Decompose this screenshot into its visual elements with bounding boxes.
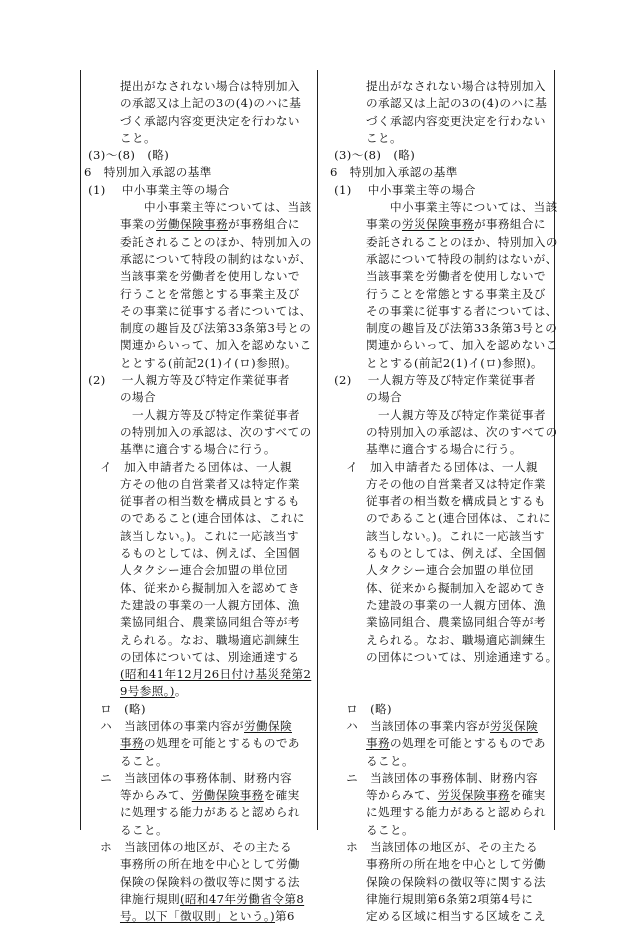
text-line: 6 特別加入承認の基準 bbox=[84, 165, 212, 180]
text-line: 事務所の所在地を中心として労働 bbox=[330, 857, 546, 872]
text-line: 制度の趣旨及び法第33条第3号との bbox=[84, 321, 312, 336]
text-line: 該当しない。)。これに一応該当す bbox=[330, 528, 546, 543]
text-line: 人タクシー連合会加盟の単位団 bbox=[330, 563, 534, 578]
text-line: 委託されることのほか、特別加入の bbox=[84, 234, 312, 249]
text-line: 保険の保険料の徴収等に関する法 bbox=[84, 874, 300, 889]
text-line: 保険の保険料の徴収等に関する法 bbox=[330, 874, 546, 889]
text-line: づく承認内容変更決定を行わない bbox=[330, 113, 546, 128]
text-line: の承認又は上記の3の(4)のハに基 bbox=[330, 96, 548, 111]
text-line: (3)～(8) (略) bbox=[84, 148, 170, 163]
underlined-revision: 9号参照。) bbox=[119, 684, 175, 699]
underlined-revision: (昭和41年12月26日付け基災発第2 bbox=[119, 667, 312, 682]
text-line: 人タクシー連合会加盟の単位団 bbox=[84, 563, 288, 578]
text-line: ること。 bbox=[330, 753, 414, 768]
text-line: ニ 当該団体の事務体制、財務内容 bbox=[84, 770, 292, 785]
text-line: 提出がなされない場合は特別加入 bbox=[84, 79, 300, 93]
text-line: (1) 中小事業主等の場合 bbox=[330, 182, 476, 197]
text-line: の承認又は上記の3の(4)のハに基 bbox=[84, 96, 302, 111]
text-line: 事務の処理を可能とするものであ bbox=[365, 736, 546, 751]
text-line: 事務の処理を可能とするものであ bbox=[119, 736, 300, 751]
text-line bbox=[84, 666, 314, 683]
text-line: 従事者の相当数を構成員とするも bbox=[330, 494, 546, 509]
underlined-revision: 労働保険事務 bbox=[155, 217, 228, 232]
text-line: (2) 一人親方等及び特定作業従事者 bbox=[330, 373, 536, 388]
left-border-line bbox=[80, 70, 81, 830]
text-line: のであること(連合団体は、これに bbox=[330, 511, 551, 526]
text-line: その事業に従事する者については、 bbox=[84, 303, 312, 318]
text-line: 定める区域に相当する区域をこえ bbox=[330, 909, 546, 924]
text-line: の団体については、別途通達する。 bbox=[330, 649, 558, 664]
text-line: 基準に適合する場合に行う。 bbox=[330, 442, 522, 457]
underlined-revision: 事務 bbox=[119, 736, 144, 751]
text-line: 6 特別加入承認の基準 bbox=[330, 165, 458, 180]
text-line: イ 加入申請者たる団体は、一人親 bbox=[330, 459, 538, 474]
text-line: 体、従来から擬制加入を認めてき bbox=[84, 580, 300, 595]
text-line: 承認について特段の制約はないが、 bbox=[84, 251, 312, 266]
text-line: 行うことを常態とする事業主及び bbox=[84, 286, 300, 301]
text-line: 方その他の自営業者又は特定作業 bbox=[330, 476, 546, 491]
text-line: こと。 bbox=[84, 130, 156, 145]
text-line: の特別加入の承認は、次のすべての bbox=[330, 424, 558, 439]
text-line: のであること(連合団体は、これに bbox=[84, 511, 305, 526]
text-line: 制度の趣旨及び法第33条第3号との bbox=[330, 321, 558, 336]
text-line: るものとしては、例えば、全国個 bbox=[330, 546, 546, 561]
text-line: た建設の事業の一人親方団体、漁 bbox=[330, 597, 546, 612]
underlined-revision: (昭和47年労働省令第8 bbox=[179, 891, 305, 906]
text-line: 当該事業を労働者を使用しないで bbox=[330, 269, 546, 284]
underlined-revision: 事務 bbox=[365, 736, 390, 751]
text-line: 関連からいって、加入を認めないこ bbox=[84, 338, 312, 353]
text-line: 従事者の相当数を構成員とするも bbox=[84, 494, 300, 509]
text-line: イ 加入申請者たる団体は、一人親 bbox=[84, 459, 292, 474]
text-line: づく承認内容変更決定を行わない bbox=[84, 113, 300, 128]
text-line: ること。 bbox=[84, 822, 168, 837]
underlined-revision: 労災保険事務 bbox=[437, 788, 510, 803]
text-line: 委託されることのほか、特別加入の bbox=[330, 234, 558, 249]
text-line: えられる。なお、職場適応訓練生 bbox=[84, 632, 300, 647]
text-line bbox=[330, 666, 560, 683]
text-line: 業協同組合、農業協同組合等が考 bbox=[330, 615, 546, 630]
text-line: 一人親方等及び特定作業従事者 bbox=[330, 407, 546, 422]
text-line: 事務所の所在地を中心として労働 bbox=[84, 857, 300, 872]
text-line: ニ 当該団体の事務体制、財務内容 bbox=[330, 770, 538, 785]
center-divider-line bbox=[317, 70, 318, 830]
text-line: ハ 当該団体の事業内容が労災保険 bbox=[330, 718, 538, 733]
text-line bbox=[330, 683, 560, 700]
text-line: ロ (略) bbox=[330, 701, 392, 716]
text-line: ととする(前記2(1)イ(ロ)参照)。 bbox=[84, 355, 298, 370]
text-line: に処理する能力があると認められ bbox=[84, 805, 300, 820]
text-line: の場合 bbox=[330, 390, 402, 405]
text-line: に処理する能力があると認められ bbox=[330, 805, 546, 820]
text-line: ること。 bbox=[330, 822, 414, 837]
underlined-revision: 号。以下「徴収則」という。) bbox=[119, 909, 276, 924]
text-line: 中小事業主等については、当該 bbox=[84, 200, 312, 215]
text-line: 律施行規則第6条第2項第4号に bbox=[330, 891, 534, 906]
text-line: ハ 当該団体の事業内容が労働保険 bbox=[84, 718, 292, 733]
text-line: ること。 bbox=[84, 753, 168, 768]
text-line: 一人親方等及び特定作業従事者 bbox=[84, 407, 300, 422]
text-line: 事業の労働保険事務が事務組合に bbox=[84, 217, 300, 232]
underlined-revision: 労災保険 bbox=[490, 718, 538, 733]
text-line: の団体については、別途通達する bbox=[84, 649, 300, 664]
text-line: た建設の事業の一人親方団体、漁 bbox=[84, 597, 300, 612]
text-line: えられる。なお、職場適応訓練生 bbox=[330, 632, 546, 647]
text-line: 9号参照。)。 bbox=[119, 684, 187, 699]
text-line: 律施行規則(昭和47年労働省令第8 bbox=[84, 891, 305, 906]
text-line: 該当しない。)。これに一応該当す bbox=[84, 528, 300, 543]
text-line: (2) 一人親方等及び特定作業従事者 bbox=[84, 373, 290, 388]
text-line: 業協同組合、農業協同組合等が考 bbox=[84, 615, 300, 630]
text-line: 方その他の自営業者又は特定作業 bbox=[84, 476, 300, 491]
text-line: 体、従来から擬制加入を認めてき bbox=[330, 580, 546, 595]
text-line: 中小事業主等については、当該 bbox=[330, 200, 558, 215]
text-line: (1) 中小事業主等の場合 bbox=[84, 182, 230, 197]
text-line: るものとしては、例えば、全国個 bbox=[84, 546, 300, 561]
text-line: ホ 当該団体の地区が、その主たる bbox=[84, 840, 292, 855]
text-line: 当該事業を労働者を使用しないで bbox=[84, 269, 300, 284]
text-line: の特別加入の承認は、次のすべての bbox=[84, 424, 312, 439]
text-line: の場合 bbox=[84, 390, 156, 405]
underlined-revision: 労働保険事務 bbox=[191, 788, 264, 803]
revised-text-column bbox=[84, 78, 314, 926]
text-line: (3)～(8) (略) bbox=[330, 148, 416, 163]
text-line: ととする(前記2(1)イ(ロ)参照)。 bbox=[330, 355, 544, 370]
text-line: 関連からいって、加入を認めないこ bbox=[330, 338, 558, 353]
text-line: こと。 bbox=[330, 130, 402, 145]
current-text-column bbox=[330, 78, 560, 926]
underlined-revision: 労働保険 bbox=[244, 718, 292, 733]
text-line: 提出がなされない場合は特別加入 bbox=[330, 79, 546, 93]
text-line: ホ 当該団体の地区が、その主たる bbox=[330, 840, 538, 855]
text-line: 承認について特段の制約はないが、 bbox=[330, 251, 558, 266]
text-line: 行うことを常態とする事業主及び bbox=[330, 286, 546, 301]
underlined-revision: 労災保険事務 bbox=[401, 217, 474, 232]
text-line: ロ (略) bbox=[84, 701, 146, 716]
text-line: 号。以下「徴収則」という。)第6 bbox=[119, 909, 295, 924]
text-line: その事業に従事する者については、 bbox=[330, 303, 558, 318]
text-line: 基準に適合する場合に行う。 bbox=[84, 442, 276, 457]
text-line: 等からみて、労働保険事務を確実 bbox=[84, 788, 300, 803]
text-line: 等からみて、労災保険事務を確実 bbox=[330, 788, 546, 803]
text-line: 事業の労災保険事務が事務組合に bbox=[330, 217, 546, 232]
